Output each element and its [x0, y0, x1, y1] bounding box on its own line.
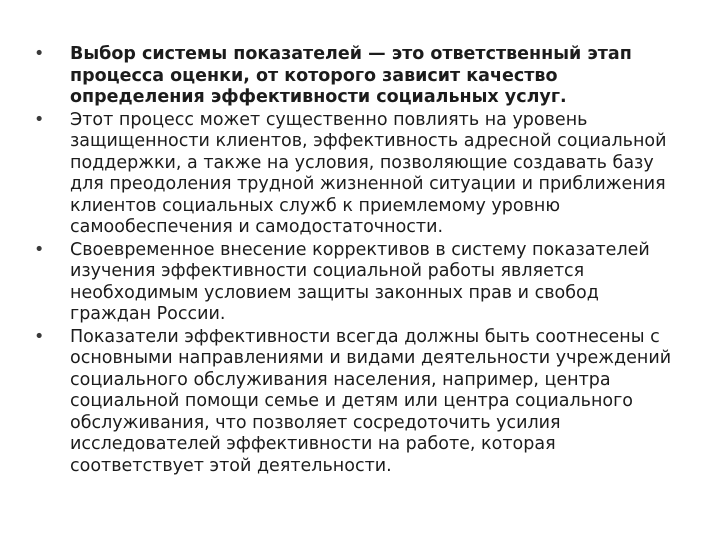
bullet-item — [34, 327, 684, 478]
bullet-text: Своевременное внесение коррективов в систему показателей изучения эффективности социальной работы является необходимым условием защиты законных прав и свобод граждан России. — [70, 239, 650, 324]
bullet-text: Выбор системы показателей — это ответственный этап процесса оценки, от которого зависит качество определения эффективности социальных услуг. — [70, 44, 632, 107]
bullet-text: Показатели эффективности всегда должны быть соотнесены с основными направлениями и видами деятельности учреждений социального обслуживания населения, например, центра социальной помощи семье и детям или центра социального обслуживания, что позволяет сосредоточить усилия исследователей эффективности на работе, которая соответствует этой деятельности. — [70, 326, 672, 476]
bullet-item — [34, 240, 684, 326]
bullet-list — [34, 44, 684, 478]
bullet-item — [34, 110, 684, 239]
bullet-dot-icon: • — [34, 44, 45, 64]
bullet-item — [34, 44, 684, 109]
bullet-text: Этот процесс может существенно повлиять на уровень защищенности клиентов, эффективность адресной социальной поддержки, а также на условия, позволяющие создавать базу для преодоления трудной жизненной ситуации и приближения клиентов социальных служб к приемлемому уровню самообеспечения и самодостаточности. — [70, 109, 667, 237]
bullet-dot-icon: • — [34, 239, 45, 260]
bullet-dot-icon: • — [34, 109, 45, 130]
bullet-dot-icon: • — [34, 326, 45, 347]
